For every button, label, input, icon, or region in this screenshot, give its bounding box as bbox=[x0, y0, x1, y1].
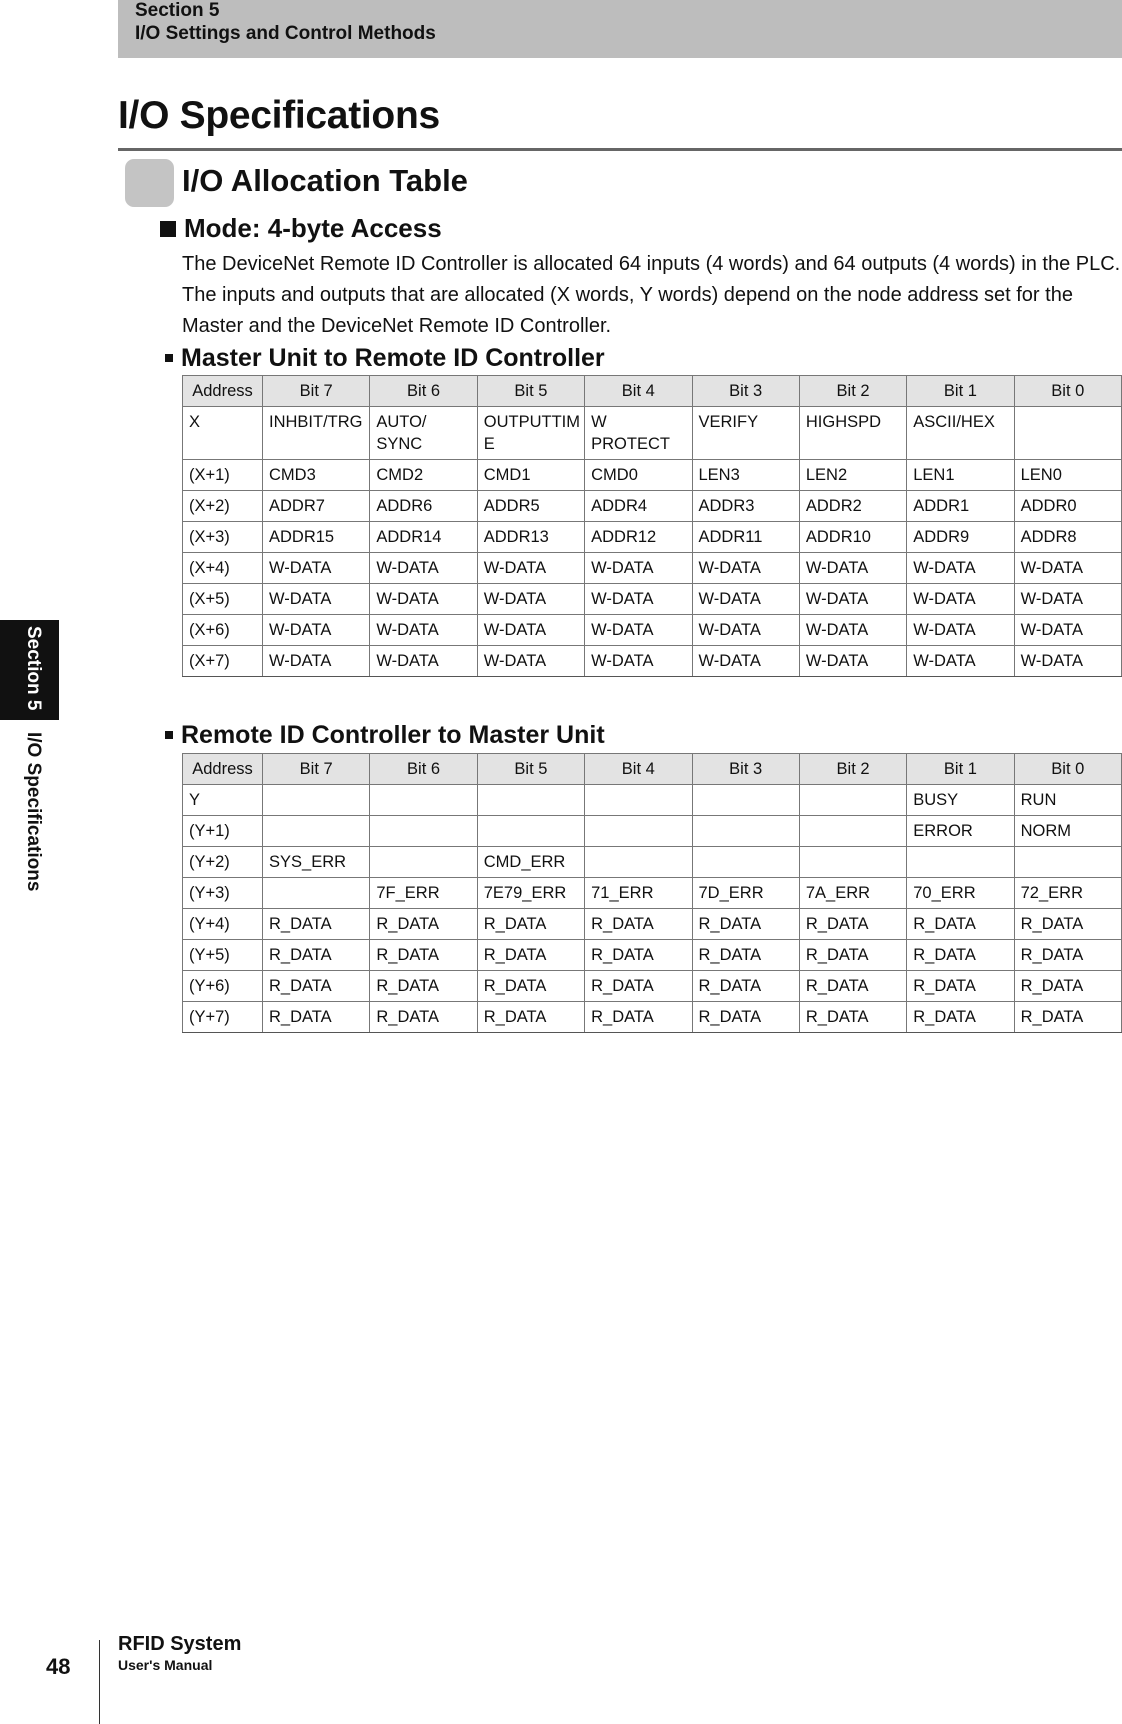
column-header: Bit 0 bbox=[1014, 376, 1121, 407]
page-number: 48 bbox=[46, 1654, 71, 1679]
address-cell: (X+7) bbox=[183, 646, 263, 677]
bit-cell: W-DATA bbox=[477, 553, 584, 584]
footer-title: RFID System bbox=[118, 1633, 242, 1655]
bit-cell: W-DATA bbox=[1014, 553, 1121, 584]
bit-cell bbox=[585, 785, 692, 816]
bit-cell bbox=[1014, 407, 1121, 460]
bit-cell: W-DATA bbox=[692, 646, 799, 677]
address-cell: Y bbox=[183, 785, 263, 816]
bit-cell bbox=[799, 785, 906, 816]
table-row bbox=[183, 522, 1122, 553]
bit-cell: R_DATA bbox=[799, 940, 906, 971]
address-cell: (Y+3) bbox=[183, 878, 263, 909]
table1-heading-text: Master Unit to Remote ID Controller bbox=[181, 344, 605, 372]
bit-cell bbox=[477, 785, 584, 816]
bit-cell: R_DATA bbox=[585, 909, 692, 940]
address-cell: (Y+1) bbox=[183, 816, 263, 847]
bit-cell: W-DATA bbox=[907, 646, 1014, 677]
bit-cell bbox=[477, 816, 584, 847]
bit-cell: LEN2 bbox=[799, 460, 906, 491]
bit-cell: ASCII/HEX bbox=[907, 407, 1014, 460]
bit-cell bbox=[692, 816, 799, 847]
bit-cell: W-DATA bbox=[477, 615, 584, 646]
bit-cell: W-DATA bbox=[1014, 584, 1121, 615]
address-cell: (X+6) bbox=[183, 615, 263, 646]
bit-cell: R_DATA bbox=[477, 940, 584, 971]
bit-cell: HIGHSPD bbox=[799, 407, 906, 460]
bit-cell: CMD_ERR bbox=[477, 847, 584, 878]
address-cell: X bbox=[183, 407, 263, 460]
bit-cell: ADDR3 bbox=[692, 491, 799, 522]
address-cell: (X+4) bbox=[183, 553, 263, 584]
table-row bbox=[183, 584, 1122, 615]
bit-cell: W-DATA bbox=[585, 584, 692, 615]
table1-heading bbox=[165, 344, 605, 373]
column-header: Bit 2 bbox=[799, 376, 906, 407]
bit-cell bbox=[370, 785, 477, 816]
bit-cell: CMD3 bbox=[263, 460, 370, 491]
bit-cell bbox=[263, 878, 370, 909]
address-cell: (X+1) bbox=[183, 460, 263, 491]
bit-cell bbox=[585, 847, 692, 878]
bit-cell: W-DATA bbox=[585, 553, 692, 584]
table-row bbox=[183, 491, 1122, 522]
column-header: Bit 1 bbox=[907, 376, 1014, 407]
column-header: Bit 6 bbox=[370, 376, 477, 407]
bit-cell: W-DATA bbox=[370, 615, 477, 646]
address-cell: (Y+5) bbox=[183, 940, 263, 971]
bit-cell: NORM bbox=[1014, 816, 1121, 847]
controller-to-master-table bbox=[182, 753, 1122, 1033]
bit-cell: R_DATA bbox=[370, 909, 477, 940]
bit-cell: W-DATA bbox=[370, 584, 477, 615]
bit-cell: 7D_ERR bbox=[692, 878, 799, 909]
bit-cell: AUTO/ SYNC bbox=[370, 407, 477, 460]
column-header: Bit 6 bbox=[370, 754, 477, 785]
bit-cell: ADDR1 bbox=[907, 491, 1014, 522]
bit-cell bbox=[263, 785, 370, 816]
bit-cell: W-DATA bbox=[585, 646, 692, 677]
bit-cell: R_DATA bbox=[692, 940, 799, 971]
table-row bbox=[183, 847, 1122, 878]
mode-heading-text: Mode: 4-byte Access bbox=[184, 213, 442, 243]
address-cell: (Y+6) bbox=[183, 971, 263, 1002]
table-row bbox=[183, 971, 1122, 1002]
address-cell: (Y+7) bbox=[183, 1002, 263, 1033]
bit-cell: R_DATA bbox=[799, 971, 906, 1002]
table-header-row bbox=[183, 754, 1122, 785]
bit-cell: ADDR6 bbox=[370, 491, 477, 522]
mode-heading bbox=[160, 213, 442, 244]
bit-cell: R_DATA bbox=[585, 971, 692, 1002]
page-header bbox=[118, 0, 1122, 58]
bit-cell: W-DATA bbox=[692, 553, 799, 584]
bit-cell: R_DATA bbox=[477, 1002, 584, 1033]
bit-cell: R_DATA bbox=[799, 909, 906, 940]
bit-cell: 7A_ERR bbox=[799, 878, 906, 909]
bit-cell: W-DATA bbox=[263, 646, 370, 677]
table-row bbox=[183, 553, 1122, 584]
bit-cell bbox=[263, 816, 370, 847]
bit-cell: R_DATA bbox=[477, 909, 584, 940]
bit-cell: ADDR13 bbox=[477, 522, 584, 553]
address-cell: (Y+2) bbox=[183, 847, 263, 878]
column-header: Bit 4 bbox=[585, 754, 692, 785]
bit-cell: CMD2 bbox=[370, 460, 477, 491]
table-row bbox=[183, 646, 1122, 677]
bit-cell: R_DATA bbox=[370, 971, 477, 1002]
address-cell: (Y+4) bbox=[183, 909, 263, 940]
column-header: Bit 5 bbox=[477, 376, 584, 407]
address-cell: (X+3) bbox=[183, 522, 263, 553]
bit-cell: INHBIT/TRG bbox=[263, 407, 370, 460]
column-header: Bit 1 bbox=[907, 754, 1014, 785]
bit-cell: ADDR0 bbox=[1014, 491, 1121, 522]
bit-cell: ADDR5 bbox=[477, 491, 584, 522]
table-row bbox=[183, 940, 1122, 971]
bit-cell: W-DATA bbox=[799, 584, 906, 615]
bit-cell: W-DATA bbox=[692, 615, 799, 646]
bit-cell: ADDR7 bbox=[263, 491, 370, 522]
bit-cell: ADDR10 bbox=[799, 522, 906, 553]
table-row bbox=[183, 615, 1122, 646]
bit-cell: W-DATA bbox=[907, 615, 1014, 646]
bit-cell: ERROR bbox=[907, 816, 1014, 847]
table2-heading-text: Remote ID Controller to Master Unit bbox=[181, 721, 605, 749]
bit-cell: W-DATA bbox=[799, 615, 906, 646]
bit-cell: W-DATA bbox=[585, 615, 692, 646]
intro-paragraph: The DeviceNet Remote ID Controller is allocated 64 inputs (4 words) and 64 outputs (4 words) in the PLC. The inputs and outputs that are allocated (X words, Y words) depend on the node address set for the Master and the DeviceNet Remote ID Controller. bbox=[182, 253, 1121, 337]
bit-cell: W-DATA bbox=[1014, 615, 1121, 646]
bit-cell: ADDR14 bbox=[370, 522, 477, 553]
bit-cell bbox=[692, 785, 799, 816]
bit-cell: W-DATA bbox=[799, 646, 906, 677]
table-row bbox=[183, 878, 1122, 909]
bit-cell: LEN1 bbox=[907, 460, 1014, 491]
bit-cell: R_DATA bbox=[1014, 940, 1121, 971]
bit-cell bbox=[370, 847, 477, 878]
bit-cell: W-DATA bbox=[1014, 646, 1121, 677]
bit-cell: CMD1 bbox=[477, 460, 584, 491]
bit-cell: R_DATA bbox=[263, 1002, 370, 1033]
bit-cell bbox=[799, 847, 906, 878]
bit-cell bbox=[370, 816, 477, 847]
header-chapter: I/O Settings and Control Methods bbox=[135, 23, 436, 44]
bit-cell: R_DATA bbox=[477, 971, 584, 1002]
column-header: Address bbox=[183, 376, 263, 407]
footer-subtitle: User's Manual bbox=[118, 1657, 213, 1673]
bit-cell: ADDR11 bbox=[692, 522, 799, 553]
column-header: Bit 3 bbox=[692, 754, 799, 785]
bit-cell: R_DATA bbox=[692, 909, 799, 940]
bit-cell: OUTPUTTIM E bbox=[477, 407, 584, 460]
bit-cell: R_DATA bbox=[907, 971, 1014, 1002]
table-row bbox=[183, 460, 1122, 491]
bit-cell bbox=[585, 816, 692, 847]
bit-cell: R_DATA bbox=[907, 940, 1014, 971]
header-section: Section 5 bbox=[135, 0, 220, 21]
table-row bbox=[183, 407, 1122, 460]
bit-cell: R_DATA bbox=[585, 940, 692, 971]
bit-cell: W-DATA bbox=[263, 615, 370, 646]
bit-cell: LEN3 bbox=[692, 460, 799, 491]
bit-cell bbox=[692, 847, 799, 878]
bit-cell: ADDR2 bbox=[799, 491, 906, 522]
column-header: Bit 3 bbox=[692, 376, 799, 407]
bit-cell: W-DATA bbox=[692, 584, 799, 615]
table-row bbox=[183, 816, 1122, 847]
side-tab-topic: I/O Specifications bbox=[23, 732, 44, 892]
side-tab-section: Section 5 bbox=[23, 626, 44, 711]
bit-cell: R_DATA bbox=[692, 1002, 799, 1033]
bit-cell: ADDR15 bbox=[263, 522, 370, 553]
column-header: Bit 4 bbox=[585, 376, 692, 407]
black-square-icon bbox=[160, 221, 176, 237]
bit-cell: R_DATA bbox=[585, 1002, 692, 1033]
bit-cell: SYS_ERR bbox=[263, 847, 370, 878]
table-row bbox=[183, 909, 1122, 940]
bit-cell: R_DATA bbox=[263, 971, 370, 1002]
bit-cell: ADDR4 bbox=[585, 491, 692, 522]
bit-cell: ADDR8 bbox=[1014, 522, 1121, 553]
bit-cell: W-DATA bbox=[907, 584, 1014, 615]
bit-cell: W-DATA bbox=[799, 553, 906, 584]
bit-cell: R_DATA bbox=[370, 1002, 477, 1033]
page-title: I/O Specifications bbox=[118, 94, 440, 137]
bit-cell: RUN bbox=[1014, 785, 1121, 816]
bit-cell bbox=[907, 847, 1014, 878]
column-header: Bit 2 bbox=[799, 754, 906, 785]
bit-cell: W-DATA bbox=[370, 646, 477, 677]
bit-cell: R_DATA bbox=[1014, 971, 1121, 1002]
bit-cell: W-DATA bbox=[263, 584, 370, 615]
bit-cell: R_DATA bbox=[1014, 1002, 1121, 1033]
bit-cell: R_DATA bbox=[799, 1002, 906, 1033]
column-header: Bit 7 bbox=[263, 754, 370, 785]
section-marker-icon bbox=[125, 159, 174, 207]
footer-divider bbox=[99, 1640, 100, 1724]
bit-cell: W-DATA bbox=[263, 553, 370, 584]
table-row bbox=[183, 1002, 1122, 1033]
bit-cell: R_DATA bbox=[907, 1002, 1014, 1033]
master-to-controller-table bbox=[182, 375, 1122, 677]
bit-cell: R_DATA bbox=[370, 940, 477, 971]
bit-cell: 71_ERR bbox=[585, 878, 692, 909]
small-square-icon bbox=[165, 354, 173, 362]
bit-cell: W-DATA bbox=[907, 553, 1014, 584]
title-divider bbox=[118, 148, 1122, 151]
address-cell: (X+5) bbox=[183, 584, 263, 615]
bit-cell: W-DATA bbox=[370, 553, 477, 584]
bit-cell: ADDR9 bbox=[907, 522, 1014, 553]
bit-cell: W-DATA bbox=[477, 584, 584, 615]
bit-cell: R_DATA bbox=[692, 971, 799, 1002]
bit-cell: R_DATA bbox=[1014, 909, 1121, 940]
column-header: Address bbox=[183, 754, 263, 785]
bit-cell: R_DATA bbox=[263, 940, 370, 971]
bit-cell: R_DATA bbox=[263, 909, 370, 940]
bit-cell bbox=[799, 816, 906, 847]
bit-cell: LEN0 bbox=[1014, 460, 1121, 491]
column-header: Bit 7 bbox=[263, 376, 370, 407]
bit-cell: BUSY bbox=[907, 785, 1014, 816]
bit-cell: CMD0 bbox=[585, 460, 692, 491]
bit-cell: W-DATA bbox=[477, 646, 584, 677]
bit-cell: 70_ERR bbox=[907, 878, 1014, 909]
table-row bbox=[183, 785, 1122, 816]
bit-cell: W PROTECT bbox=[585, 407, 692, 460]
address-cell: (X+2) bbox=[183, 491, 263, 522]
small-square-icon bbox=[165, 731, 173, 739]
bit-cell: 72_ERR bbox=[1014, 878, 1121, 909]
bit-cell: ADDR12 bbox=[585, 522, 692, 553]
section-title: I/O Allocation Table bbox=[182, 163, 468, 198]
bit-cell: 7F_ERR bbox=[370, 878, 477, 909]
bit-cell: R_DATA bbox=[907, 909, 1014, 940]
bit-cell: 7E79_ERR bbox=[477, 878, 584, 909]
column-header: Bit 5 bbox=[477, 754, 584, 785]
column-header: Bit 0 bbox=[1014, 754, 1121, 785]
bit-cell: VERIFY bbox=[692, 407, 799, 460]
table2-heading bbox=[165, 721, 605, 750]
table-header-row bbox=[183, 376, 1122, 407]
bit-cell bbox=[1014, 847, 1121, 878]
